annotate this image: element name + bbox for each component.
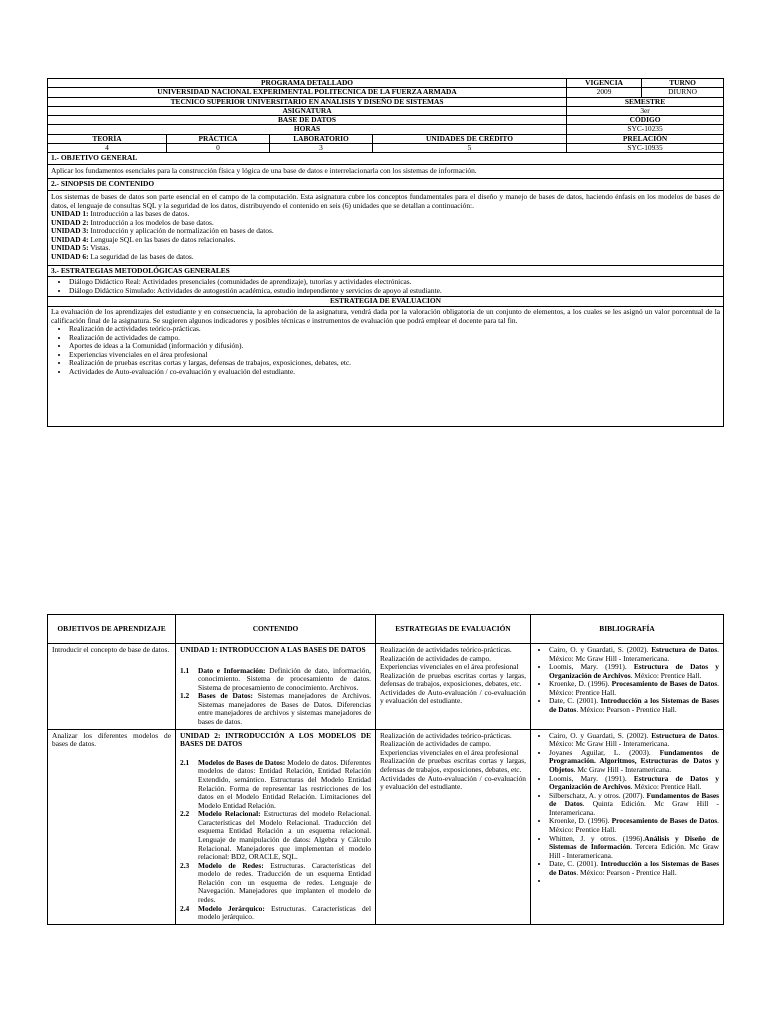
topic-head: Dato e Información: — [198, 665, 266, 675]
unit-label: UNIDAD 5: — [51, 243, 89, 253]
strategy-line: Realización de pruebas escritas cortas y largas, defensas de trabajos, exposiciones, debates, etc. — [380, 670, 526, 689]
bib-title: Estructura de Datos — [651, 645, 718, 654]
bibliography-item — [549, 835, 719, 861]
topic-text — [198, 810, 371, 861]
bibliography-item — [549, 697, 719, 714]
evaluacion-item: • Realización de pruebas escritas cortas y largas, defensas de trabajos, exposiciones, debates, etc. — [69, 359, 720, 368]
topic-number: 2.1 — [180, 757, 190, 767]
header-table — [47, 78, 724, 427]
program-sheet — [47, 78, 723, 427]
bib-author: Cairo, O. y Guardati, S. (2002). — [549, 730, 652, 740]
evaluacion-text: La evaluación de los aprendizajes del estudiante y en consecuencia, la aprobación de la asignatura, vendrá dada por la valoración obligatoria de un conjunto de elementos, a los cuales se les asignó un valor porcentual de la calificación final de la asignatura. Se sugieren algunos indicadores y posibles técnicas e instrumentos de evaluación que podrá emplear el docente para tal fin. — [51, 306, 721, 325]
sinopsis-text: Los sistemas de bases de datos son parte esencial en el campo de la computación. Esta asignatura cubre los conceptos fundamentales para el diseño y manejo de bases de datos, haciendo énfasis en los modelos de bases de datos, el lenguaje de consultas SQL y la seguridad de los datos, distribuyendo el contenido en seis (6) unidades que se detallan a continuación:. — [51, 191, 721, 210]
bib-publisher: . México: Prentice Hall. — [630, 670, 702, 680]
topic-head: Modelos de Bases de Datos: — [198, 757, 286, 767]
topic-item — [180, 810, 371, 861]
topic-item — [180, 759, 371, 810]
evaluacion-body — [48, 306, 724, 426]
bibliography-cell — [531, 644, 724, 730]
col-estrategias: ESTRATEGIAS DE EVALUACIÓN — [376, 615, 531, 644]
unit-text: Introducción y aplicación de normalización en bases de datos. — [88, 226, 274, 236]
bib-title: Procesamiento de Bases de Datos — [611, 679, 718, 689]
turno-value: DIURNO — [642, 88, 724, 97]
bib-author: Date, C. (2001). — [549, 859, 601, 869]
topic-number: 1.1 — [180, 665, 190, 675]
unit-label: UNIDAD 2: — [51, 217, 89, 227]
col-contenido: CONTENIDO — [176, 615, 376, 644]
unit-label: UNIDAD 3: — [51, 226, 89, 236]
subject-name: BASE DE DATOS — [48, 116, 567, 125]
bibliography-item — [549, 877, 719, 886]
evaluacion-item: • Experiencias vivenciales en el área profesional — [69, 351, 720, 360]
topic-text — [198, 905, 371, 922]
unit-label: UNIDAD 4: — [51, 234, 89, 244]
objetivo-title: 1.- OBJETIVO GENERAL — [48, 153, 724, 165]
program-title: PROGRAMA DETALLADO — [48, 79, 567, 88]
evaluacion-item: • Realización de actividades teórico-prácticas. — [69, 325, 720, 334]
creditos-value: 5 — [373, 143, 567, 152]
prelacion-value: SYC-10935 — [567, 143, 724, 152]
university-name: UNIVERSIDAD NACIONAL EXPERIMENTAL POLITECNICA DE LA FUERZA ARMADA — [48, 88, 567, 97]
bib-publisher: . México: Prentice Hall. — [549, 816, 720, 834]
bibliography-item — [549, 646, 719, 663]
estrategias-list — [51, 278, 720, 295]
bib-author: Loomis, Mary. (1991). — [549, 662, 634, 672]
topic-number: 1.2 — [180, 691, 190, 701]
topic-body: Estructuras. Características del modelo jerárquico. — [198, 903, 371, 922]
laboratorio-label: LABORATORIO — [270, 134, 373, 143]
topic-number: 2.2 — [180, 809, 190, 819]
codigo-label: CÓDIGO — [567, 116, 724, 125]
topic-number: 2.3 — [180, 860, 190, 870]
col-objetivos: OBJETIVOS DE APRENDIZAJE — [48, 615, 176, 644]
bib-publisher: . México: Prentice Hall. — [549, 679, 720, 697]
topic-head: Modelo Relacional: — [198, 809, 261, 819]
laboratorio-value: 3 — [270, 143, 373, 152]
topic-body: Sistemas manejadores de Archivos. Sistemas manejadores de Bases de Datos. Diferencias entre manejadores de archivos y sistemas manejadores de bases de datos. — [198, 691, 371, 727]
bib-author: Loomis, Mary. (1991). — [549, 773, 634, 783]
unit-label: UNIDAD 6: — [51, 252, 89, 262]
sinopsis-body — [48, 190, 724, 265]
bibliography-list — [535, 646, 719, 715]
estrategia-item: • Diálogo Didáctico Simulado: Actividades de autogestión académica, estudio independiente y servicios de apoyo al estudiante. — [69, 287, 720, 296]
prelacion-label: PRELACIÓN — [567, 134, 724, 143]
subject-label: ASIGNATURA — [48, 106, 567, 115]
detail-rows — [48, 644, 724, 925]
detail-row — [48, 644, 724, 730]
objetivo-text: Aplicar los fundamentos esenciales para la construcción física y lógica de una base de datos e interrelacionarla con los sistemas de información. — [48, 164, 724, 179]
bib-title: Análisis y Diseño de Sistemas de Información — [549, 833, 719, 852]
evaluacion-item: • Actividades de Auto-evaluación / co-evaluación y evaluación del estudiante. — [69, 368, 720, 377]
strategy-line: Actividades de Auto-evaluación / co-evaluación y evaluación del estudiante. — [380, 687, 526, 706]
objective-cell: Analizar los diferentes modelos de bases de datos. — [48, 729, 176, 924]
topic-text — [198, 759, 371, 810]
detail-sheet — [47, 614, 723, 925]
bibliography-item — [549, 749, 719, 775]
topic-number: 2.4 — [180, 903, 190, 913]
topic-body: Modelo de datos. Diferentes modelos de datos: Entidad Relación, Entidad Relación Extendido, semántico. Estructuras del Modelo Entidad Relación. Forma de representar las restricciones de los datos en el Modelo Entidad Relación. Limitaciones del Modelo Entidad Relación. — [198, 757, 371, 810]
evaluacion-list — [51, 325, 720, 376]
strategy-line: Realización de pruebas escritas cortas y largas, defensas de trabajos, exposiciones, debates, etc. — [380, 756, 526, 774]
topic-body: Estructuras del modelo Relacional. Características del Modelo Relacional. Traducción del esquema Entidad Relación a un esquema relacional. Lenguaje de manipulación de datos: Algebra y Cálculo Relacional. Manejadores que implementan el modelo relacional: BD2, ORACLE, SQL. — [198, 809, 371, 862]
career-name: TECNICO SUPERIOR UNIVERSITARIO EN ANALISIS Y DISEÑO DE SISTEMAS — [48, 97, 567, 106]
bib-title: Introducción a los Sistemas de Bases de Datos — [549, 696, 720, 715]
semestre-value: 3er — [567, 106, 724, 115]
topic-item — [180, 667, 371, 693]
bib-title: Estructura de Datos y Organización de Archivos — [549, 662, 719, 680]
unit-text: Introducción a los modelos de base datos. — [88, 217, 214, 227]
unit-title: UNIDAD 1: INTRODUCCION A LAS BASES DE DATOS — [180, 645, 366, 654]
bib-author: Kroenke, D. (1996). — [549, 816, 612, 826]
bib-author: Joyanes Aguilar, L. (2003). — [549, 747, 660, 757]
bibliography-cell — [531, 729, 724, 924]
content-cell — [176, 644, 376, 730]
unit-text: Lenguaje SQL en las bases de datos relacionales. — [88, 234, 236, 244]
bibliography-item — [549, 775, 719, 792]
practica-label: PRÁCTICA — [167, 134, 270, 143]
topic-item — [180, 692, 371, 726]
strategy-line: Actividades de Auto-evaluación / co-evaluación y evaluación del estudiante. — [380, 773, 526, 792]
bib-title: Fundamentos de Programación. Algoritmos, Estructuras de Datos y Objetos — [549, 747, 719, 774]
bib-publisher: . México: Mc Graw Hill - Interamericana. — [549, 645, 719, 663]
bibliography-list — [535, 732, 719, 886]
bib-author: Date, C. (2001). — [549, 696, 601, 706]
strategy-line: Realización de actividades teórico-prácticas. — [380, 730, 512, 740]
bibliography-item — [549, 860, 719, 877]
strategy-line: Realización de actividades de campo. — [380, 739, 492, 749]
sinopsis-unit — [51, 236, 720, 245]
teoria-value: 4 — [48, 143, 167, 152]
evaluacion-item: • Aportes de ideas a la Comunidad (información y difusión). — [69, 342, 720, 351]
bibliography-item — [549, 680, 719, 697]
detail-row — [48, 729, 724, 924]
bib-author: Whitten, J. y otros. (1996). — [549, 833, 645, 843]
bibliography-item — [549, 663, 719, 680]
unit-label: UNIDAD 1: — [51, 209, 89, 219]
teoria-label: TEORÍA — [48, 134, 167, 143]
evaluacion-item: • Realización de actividades de campo. — [69, 334, 720, 343]
bib-author: Cairo, O. y Guardati, S. (2002). — [549, 645, 652, 654]
codigo-value: SYC-10235 — [567, 125, 724, 134]
topic-text — [198, 692, 371, 726]
topic-text — [198, 667, 371, 693]
sinopsis-units — [51, 210, 720, 261]
sinopsis-title: 2.- SINOPSIS DE CONTENIDO — [48, 179, 724, 191]
turno-label: TURNO — [642, 79, 724, 88]
semestre-label: SEMESTRE — [567, 97, 724, 106]
bib-author: Kroenke, D. (1996). — [549, 679, 612, 689]
topic-head: Modelo de Redes: — [198, 860, 264, 870]
objective-cell: Introducir el concepto de base de datos. — [48, 644, 176, 730]
estrategia-item: • Diálogo Didáctico Real: Actividades presenciales (comunidades de aprendizaje), tutorías y actividades electrónicas. — [69, 278, 720, 287]
topic-text — [198, 862, 371, 905]
strategies-cell — [376, 729, 531, 924]
bib-publisher: . México: Pearson - Prentice Hall. — [576, 867, 677, 877]
creditos-label: UNIDADES DE CRÉDITO — [373, 134, 567, 143]
topic-body: Definición de dato, información, conocimiento. Sistema de procesamiento de datos. Sistema de procesamiento de conocimiento. Archivos. — [198, 665, 372, 692]
topic-list — [180, 667, 371, 727]
bib-publisher: . México: Pearson - Prentice Hall. — [576, 705, 677, 715]
hours-label: HORAS — [48, 125, 567, 134]
bib-author: Silberschatz, A. y otros. (2007). — [549, 790, 647, 800]
practica-value: 0 — [167, 143, 270, 152]
detail-table — [47, 614, 724, 925]
bib-title: Fundamentos de Bases de Datos — [549, 790, 719, 809]
topic-list — [180, 759, 371, 922]
topic-item — [180, 905, 371, 922]
bib-publisher: . Tercera Edición. Mc Graw Hill - Interamericana. — [549, 842, 720, 860]
col-bibliografia: BIBLIOGRAFÍA — [531, 615, 724, 644]
bib-title: Procesamiento de Bases de Datos — [611, 816, 718, 826]
vigencia-value: 2009 — [567, 88, 642, 97]
strategy-line: Realización de actividades de campo. — [380, 653, 492, 663]
bibliography-item — [549, 792, 719, 818]
bibliography-item — [549, 817, 719, 834]
unit-text: Vistas. — [88, 243, 111, 253]
bib-title: Estructura de Datos y Organización de Archivos — [549, 773, 719, 792]
bibliography-item — [549, 732, 719, 749]
estrategias-body — [48, 277, 724, 297]
unit-text: Introducción a las bases de datos. — [88, 209, 190, 219]
strategy-line: Realización de actividades teórico-prácticas. — [380, 645, 512, 654]
strategies-cell — [376, 644, 531, 730]
bib-title: Estructura de Datos — [651, 730, 718, 740]
topic-head: Bases de Datos: — [198, 691, 253, 701]
topic-head: Modelo Jerárquico: — [198, 903, 265, 913]
strategy-line: Experiencias vivenciales en el área profesional — [380, 747, 519, 757]
bib-publisher: . Quinta Edición. Mc Graw Hill - Interamericana. — [549, 799, 719, 817]
vigencia-label: VIGENCIA — [567, 79, 642, 88]
unit-title: UNIDAD 2: INTRODUCCIÓN A LOS MODELOS DE BASES DE DATOS — [180, 730, 371, 749]
bib-publisher: . Mc Graw Hill - Interamericana. — [573, 764, 672, 774]
strategy-line: Experiencias vivenciales en el área profesional — [380, 662, 519, 672]
bib-title: Introducción a los Sistemas de Bases de Datos — [549, 859, 720, 877]
estrategias-title: 3.- ESTRATEGIAS METODOLÓGICAS GENERALES — [48, 265, 724, 277]
bib-publisher: . México: Prentice Hall. — [630, 782, 702, 792]
evaluacion-title: ESTRATEGIA DE EVALUACION — [48, 297, 724, 307]
topic-body: Estructuras. Características del modelo de redes. Traducción de un esquema Entidad Relación con un esquema de redes. Lenguaje de Navegación. Manejadores que implanten el modelo de redes. — [198, 860, 372, 905]
bib-publisher: . México: Mc Graw Hill - Interamericana. — [549, 730, 719, 749]
unit-text: La seguridad de las bases de datos. — [88, 252, 194, 262]
topic-item — [180, 862, 371, 905]
sinopsis-unit — [51, 253, 720, 262]
content-cell — [176, 729, 376, 924]
